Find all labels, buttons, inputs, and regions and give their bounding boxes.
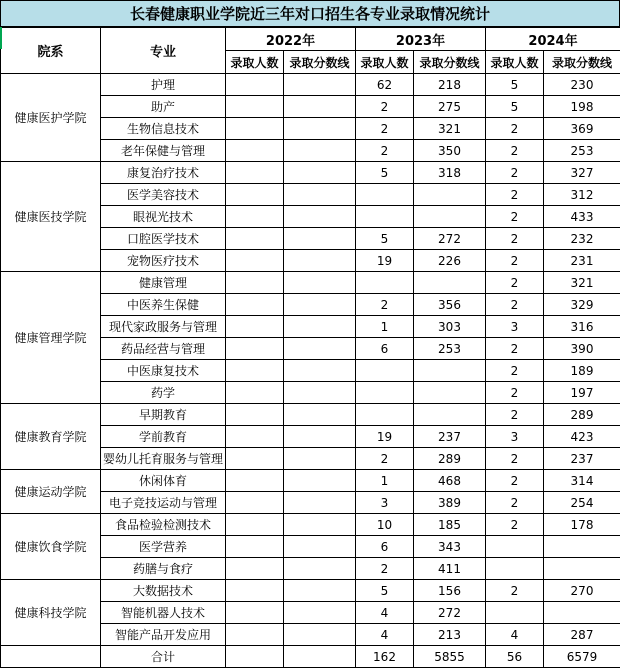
cell-2024-count: 2: [486, 118, 544, 140]
major-cell: 中医养生保健: [101, 294, 226, 316]
cell-2023-score: [414, 404, 486, 426]
cell-2024-score: 433: [544, 206, 620, 228]
major-cell: 护理: [101, 74, 226, 96]
dept-cell: 健康教育学院: [1, 404, 101, 470]
cell-2024-score: 423: [544, 426, 620, 448]
cell-2024-score: 369: [544, 118, 620, 140]
cell-2023-score: 272: [414, 228, 486, 250]
cell-2022-count: [226, 470, 284, 492]
header-major: 专业: [101, 28, 226, 74]
cell-2024-count: 2: [486, 492, 544, 514]
cell-2022-score: [284, 272, 356, 294]
cell-2023-score: 289: [414, 448, 486, 470]
cell-2024-score: 287: [544, 624, 620, 646]
cell-2022-count: [226, 184, 284, 206]
cell-2024-score: 231: [544, 250, 620, 272]
cell-2024-count: 4: [486, 624, 544, 646]
table-row: [1, 272, 620, 294]
major-cell: 电子竞技运动与管理: [101, 492, 226, 514]
total-row: [1, 646, 620, 668]
major-cell: 生物信息技术: [101, 118, 226, 140]
cell-2022-count: [226, 294, 284, 316]
cell-2022-score: [284, 250, 356, 272]
cell-2024-count: 2: [486, 404, 544, 426]
cell-2024-count: 2: [486, 382, 544, 404]
cell-2022-score: [284, 162, 356, 184]
header-year-2024: 2024年: [486, 28, 620, 51]
major-cell: 医学美容技术: [101, 184, 226, 206]
cell-2024-score: 197: [544, 382, 620, 404]
cell-2024-count: 3: [486, 426, 544, 448]
cell-2022-score: [284, 228, 356, 250]
cell-2022-score: [284, 294, 356, 316]
cell-2022-count: [226, 316, 284, 338]
cell-2023-count: 5: [356, 162, 414, 184]
major-cell: 助产: [101, 96, 226, 118]
cell-2024-count: 2: [486, 470, 544, 492]
cell-2023-score: 218: [414, 74, 486, 96]
cell-2022-count: [226, 536, 284, 558]
cell-2023-score: 343: [414, 536, 486, 558]
table-row: [1, 514, 620, 536]
cell-2023-count: 6: [356, 536, 414, 558]
cell-2023-score: 253: [414, 338, 486, 360]
cell-2022-count: [226, 426, 284, 448]
cell-2023-count: 6: [356, 338, 414, 360]
dept-cell: 健康科技学院: [1, 580, 101, 646]
cell-2022-score: [284, 338, 356, 360]
cell-2022-count: [226, 624, 284, 646]
cell-2024-count: [486, 602, 544, 624]
table-title: 长春健康职业学院近三年对口招生各专业录取情况统计: [0, 0, 620, 27]
cell-2022-count: [226, 514, 284, 536]
major-cell: 药学: [101, 382, 226, 404]
cell-2023-count: 1: [356, 316, 414, 338]
cell-2024-count: 2: [486, 360, 544, 382]
cell-2023-score: 303: [414, 316, 486, 338]
cell-2024-count: 3: [486, 316, 544, 338]
table-row: [1, 404, 620, 426]
major-cell: 老年保健与管理: [101, 140, 226, 162]
cell-2023-count: 2: [356, 96, 414, 118]
cell-2024-score: 189: [544, 360, 620, 382]
cell-2022-score: [284, 580, 356, 602]
cell-2022-score: [284, 316, 356, 338]
total-2024-count: 56: [486, 646, 544, 668]
cell-2024-score: 312: [544, 184, 620, 206]
major-cell: 宠物医疗技术: [101, 250, 226, 272]
cell-2024-score: 314: [544, 470, 620, 492]
cell-2024-score: 178: [544, 514, 620, 536]
cell-2022-count: [226, 558, 284, 580]
cell-2022-count: [226, 448, 284, 470]
cell-2022-score: [284, 558, 356, 580]
header-2022-count: 录取人数: [226, 51, 284, 74]
major-cell: 食品检验检测技术: [101, 514, 226, 536]
header-2024-count: 录取人数: [486, 51, 544, 74]
cell-2023-score: 213: [414, 624, 486, 646]
cell-2024-score: 230: [544, 74, 620, 96]
cell-2024-count: 2: [486, 162, 544, 184]
cell-2022-score: [284, 96, 356, 118]
major-cell: 婴幼儿托育服务与管理: [101, 448, 226, 470]
major-cell: 口腔医学技术: [101, 228, 226, 250]
cell-2022-count: [226, 404, 284, 426]
cell-2022-count: [226, 602, 284, 624]
cell-2022-count: [226, 360, 284, 382]
cell-2023-count: [356, 360, 414, 382]
cell-2022-score: [284, 624, 356, 646]
cell-2022-score: [284, 206, 356, 228]
cell-2023-score: [414, 184, 486, 206]
cell-2023-count: 5: [356, 228, 414, 250]
cell-2023-count: 2: [356, 448, 414, 470]
cell-2024-count: 2: [486, 514, 544, 536]
cell-2024-count: 2: [486, 206, 544, 228]
table-row: [1, 162, 620, 184]
cell-2024-count: 5: [486, 74, 544, 96]
major-cell: 现代家政服务与管理: [101, 316, 226, 338]
cell-2024-score: 329: [544, 294, 620, 316]
cell-2022-count: [226, 118, 284, 140]
cell-2023-count: 19: [356, 426, 414, 448]
cell-2022-score: [284, 360, 356, 382]
cell-2022-score: [284, 404, 356, 426]
major-cell: 健康管理: [101, 272, 226, 294]
cell-2024-score: 289: [544, 404, 620, 426]
cell-2023-score: [414, 206, 486, 228]
cell-2024-count: 2: [486, 338, 544, 360]
cell-2023-score: 237: [414, 426, 486, 448]
cell-2024-count: [486, 558, 544, 580]
cell-2024-count: 2: [486, 228, 544, 250]
dept-cell: 健康医技学院: [1, 162, 101, 272]
cell-2023-score: 321: [414, 118, 486, 140]
table-row: [1, 580, 620, 602]
cell-2024-count: 2: [486, 580, 544, 602]
cell-2022-count: [226, 492, 284, 514]
major-cell: 大数据技术: [101, 580, 226, 602]
cell-2024-score: 254: [544, 492, 620, 514]
cell-2022-score: [284, 492, 356, 514]
cell-2022-score: [284, 426, 356, 448]
cell-2023-score: 318: [414, 162, 486, 184]
admission-table: [0, 27, 620, 668]
header-year-2023: 2023年: [356, 28, 486, 51]
cell-2022-score: [284, 140, 356, 162]
cell-2023-score: 350: [414, 140, 486, 162]
cell-2023-count: [356, 404, 414, 426]
cell-2023-count: 19: [356, 250, 414, 272]
cell-2024-count: 2: [486, 184, 544, 206]
cell-2024-score: [544, 536, 620, 558]
cell-2022-count: [226, 580, 284, 602]
cell-2023-score: 389: [414, 492, 486, 514]
cell-2023-count: [356, 382, 414, 404]
cell-2023-score: 272: [414, 602, 486, 624]
total-2023-score: 5855: [414, 646, 486, 668]
cell-2022-count: [226, 228, 284, 250]
cell-2022-score: [284, 470, 356, 492]
major-cell: 药膳与食疗: [101, 558, 226, 580]
cell-2024-score: 253: [544, 140, 620, 162]
cell-2024-score: 327: [544, 162, 620, 184]
cell-2022-score: [284, 118, 356, 140]
major-cell: 智能机器人技术: [101, 602, 226, 624]
cell-2024-count: 2: [486, 272, 544, 294]
cell-2024-count: [486, 536, 544, 558]
header-2023-score: 录取分数线: [414, 51, 486, 74]
cell-2022-count: [226, 206, 284, 228]
header-2024-score: 录取分数线: [544, 51, 620, 74]
cell-2024-score: 321: [544, 272, 620, 294]
cell-2024-score: [544, 602, 620, 624]
cell-2024-score: 198: [544, 96, 620, 118]
header-dept: 院系: [1, 28, 101, 74]
header-2023-count: 录取人数: [356, 51, 414, 74]
cell-2022-count: [226, 140, 284, 162]
table-row: [1, 74, 620, 96]
total-label: 合计: [101, 646, 226, 668]
major-cell: 医学营养: [101, 536, 226, 558]
cell-2023-count: 10: [356, 514, 414, 536]
cell-2022-score: [284, 536, 356, 558]
cell-2022-score: [284, 514, 356, 536]
cell-2023-score: 411: [414, 558, 486, 580]
cell-2023-score: 468: [414, 470, 486, 492]
cell-2024-score: [544, 558, 620, 580]
major-cell: 智能产品开发应用: [101, 624, 226, 646]
cell-2023-score: [414, 382, 486, 404]
cell-2023-score: 226: [414, 250, 486, 272]
cell-2024-count: 2: [486, 250, 544, 272]
major-cell: 药品经营与管理: [101, 338, 226, 360]
cell-2023-count: 62: [356, 74, 414, 96]
cell-selection-marker: [0, 27, 2, 49]
cell-2023-count: 2: [356, 558, 414, 580]
cell-2023-count: 2: [356, 118, 414, 140]
cell-2022-count: [226, 74, 284, 96]
cell-2023-count: 2: [356, 294, 414, 316]
cell-2023-score: 156: [414, 580, 486, 602]
cell-2022-score: [284, 448, 356, 470]
cell-2022-score: [284, 74, 356, 96]
cell-2022-score: [284, 602, 356, 624]
cell-2024-count: 5: [486, 96, 544, 118]
major-cell: 眼视光技术: [101, 206, 226, 228]
cell-2023-score: [414, 360, 486, 382]
cell-2022-score: [284, 382, 356, 404]
cell-2022-count: [226, 272, 284, 294]
cell-2023-score: 275: [414, 96, 486, 118]
cell-2023-count: 4: [356, 624, 414, 646]
dept-cell: 健康医护学院: [1, 74, 101, 162]
cell-2023-count: [356, 184, 414, 206]
cell-2024-count: 2: [486, 140, 544, 162]
dept-cell: 健康管理学院: [1, 272, 101, 404]
cell-2022-score: [284, 184, 356, 206]
total-2023-count: 162: [356, 646, 414, 668]
cell-2023-score: 185: [414, 514, 486, 536]
cell-2022-count: [226, 338, 284, 360]
major-cell: 康复治疗技术: [101, 162, 226, 184]
cell-2023-count: 1: [356, 470, 414, 492]
cell-2024-count: 2: [486, 294, 544, 316]
major-cell: 休闲体育: [101, 470, 226, 492]
total-blank: [1, 646, 101, 668]
cell-2022-count: [226, 382, 284, 404]
cell-2023-score: 356: [414, 294, 486, 316]
cell-2024-score: 270: [544, 580, 620, 602]
cell-2022-count: [226, 162, 284, 184]
total-2024-score: 6579: [544, 646, 620, 668]
cell-2023-count: [356, 206, 414, 228]
major-cell: 中医康复技术: [101, 360, 226, 382]
cell-2024-score: 232: [544, 228, 620, 250]
dept-cell: 健康运动学院: [1, 470, 101, 514]
cell-2023-count: 2: [356, 140, 414, 162]
major-cell: 学前教育: [101, 426, 226, 448]
cell-2024-score: 237: [544, 448, 620, 470]
total-2022-count: [226, 646, 284, 668]
dept-cell: 健康饮食学院: [1, 514, 101, 580]
cell-2023-count: [356, 272, 414, 294]
total-2022-score: [284, 646, 356, 668]
cell-2024-score: 316: [544, 316, 620, 338]
header-year-2022: 2022年: [226, 28, 356, 51]
cell-2022-count: [226, 96, 284, 118]
cell-2024-score: 390: [544, 338, 620, 360]
cell-2023-count: 5: [356, 580, 414, 602]
cell-2023-count: 3: [356, 492, 414, 514]
major-cell: 早期教育: [101, 404, 226, 426]
cell-2023-score: [414, 272, 486, 294]
table-row: [1, 470, 620, 492]
header-2022-score: 录取分数线: [284, 51, 356, 74]
cell-2022-count: [226, 250, 284, 272]
cell-2023-count: 4: [356, 602, 414, 624]
cell-2024-count: 2: [486, 448, 544, 470]
header-row-years: [1, 28, 620, 51]
